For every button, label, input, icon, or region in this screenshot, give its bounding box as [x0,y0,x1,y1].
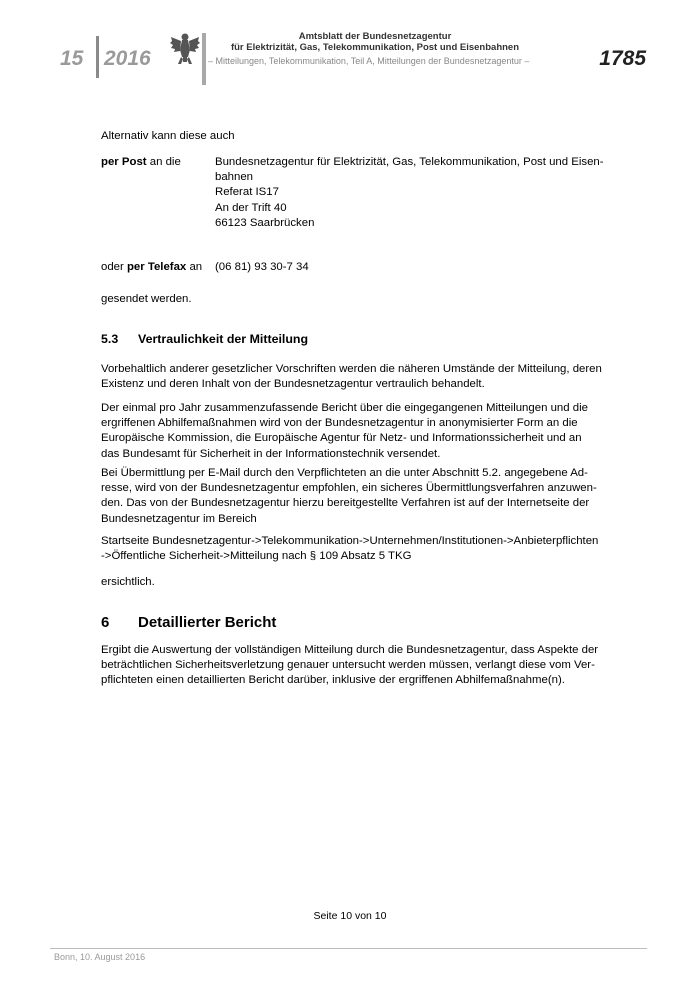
post-label [101,155,181,170]
section-6-title: Detaillierter Bericht [138,614,277,631]
paragraph [101,362,621,392]
address-line: An der Trift 40 [215,201,287,214]
text-line: das Bundesamt für Sicherheit in der Informationstechnik versendet. [101,447,441,460]
text-line: resse, wird von der Bundesnetzagentur empfohlen, ein sicheres Übermittlungsverfahren anzuwen- [101,482,597,495]
text-line: Startseite Bundesnetzagentur->Telekommunikation->Unternehmen/Institutionen->Anbieterpflichten [101,535,599,547]
section-5-3-number: 5.3 [101,332,119,346]
text-line: den. Das von der Bundesnetzagentur hierzu bereitgestellte Verfahren ist auf der Internetseite der [101,497,590,510]
text-line: Bei Übermittlung per E-Mail durch den Verpflichteten an die unter Abschnitt 5.2. angegebene Ad- [101,467,588,479]
gazette-title-line: für Elektrizität, Gas, Telekommunikation, Post und Eisenbahnen [230,42,520,53]
post-label-rest: an die [146,156,181,168]
fax-label-post: an [186,261,203,273]
header-emblem-bar [202,33,206,85]
postal-address [215,155,635,231]
text-line: Ergibt die Auswertung der vollständigen Mitteilung durch die Bundesnetzagentur, dass Aspekte der [101,644,599,656]
section-6-number: 6 [101,614,110,631]
text-line: pflichteten einen detaillierten Bericht darüber, inklusive der ergriffenen Abhilfemaßnahme(n). [101,674,565,687]
gazette-title-line: Amtsblatt der Bundesnetzagentur [298,31,452,42]
issue-year: 2016 [104,47,151,70]
section-5-3-title: Vertraulichkeit der Mitteilung [138,332,309,346]
fax-label [101,260,202,275]
fax-label-bold: per Telefax [126,261,187,273]
address-line: bahnen [215,171,254,184]
text-line: Bundesnetzagentur im Bereich [101,512,257,525]
federal-eagle-icon [170,31,200,65]
footer-divider [50,948,647,949]
sent-text: gesendet werden. [101,293,192,305]
text-line: ergriffenen Abhilfemaßnahmen wird von der Bundesnetzagentur in anonymisierter Form an die [101,417,578,430]
page-counter: Seite 10 von 10 [313,910,387,922]
text-line: ->Öffentliche Sicherheit->Mitteilung nach § 109 Absatz 5 TKG [101,550,412,563]
gazette-title [210,31,540,53]
issue-divider [96,36,99,78]
paragraph [101,643,621,689]
fax-label-pre: oder [101,261,127,273]
page-number: 1785 [599,47,646,70]
gazette-subtitle: – Mitteilungen, Telekommunikation, Teil A, Mitteilungen der Bundesnetzagentur – [208,56,530,66]
text-line: Existenz und deren Inhalt von der Bundesnetzagentur vertraulich behandelt. [101,378,485,391]
address-line: Bundesnetzagentur für Elektrizität, Gas, Telekommunikation, Post und Eisen- [215,156,604,168]
intro-text: Alternativ kann diese auch [101,130,235,142]
text-line: Der einmal pro Jahr zusammenzufassende Bericht über die eingegangenen Mitteilungen und die [101,402,588,414]
text-line: ersichtlich. [101,576,155,588]
issue-number: 15 [60,47,84,70]
paragraph [101,401,621,462]
paragraph [101,534,621,564]
text-line: beträchtlichen Sicherheitsverletzung genauer untersucht werden müssen, verlangt diese vom Ver- [101,659,595,672]
address-line: 66123 Saarbrücken [215,216,315,229]
footer-date: Bonn, 10. August 2016 [54,952,146,962]
text-line: Vorbehaltlich anderer gesetzlicher Vorschriften werden die näheren Umstände der Mitteilung, deren [101,363,602,375]
fax-number: (06 81) 93 30-7 34 [215,261,309,273]
paragraph [101,575,621,590]
text-line: Europäische Kommission, die Europäische Agentur für Netz- und Informationssicherheit und an [101,432,582,445]
paragraph [101,466,621,527]
post-label-bold: per Post [101,156,147,168]
address-line: Referat IS17 [215,186,279,199]
